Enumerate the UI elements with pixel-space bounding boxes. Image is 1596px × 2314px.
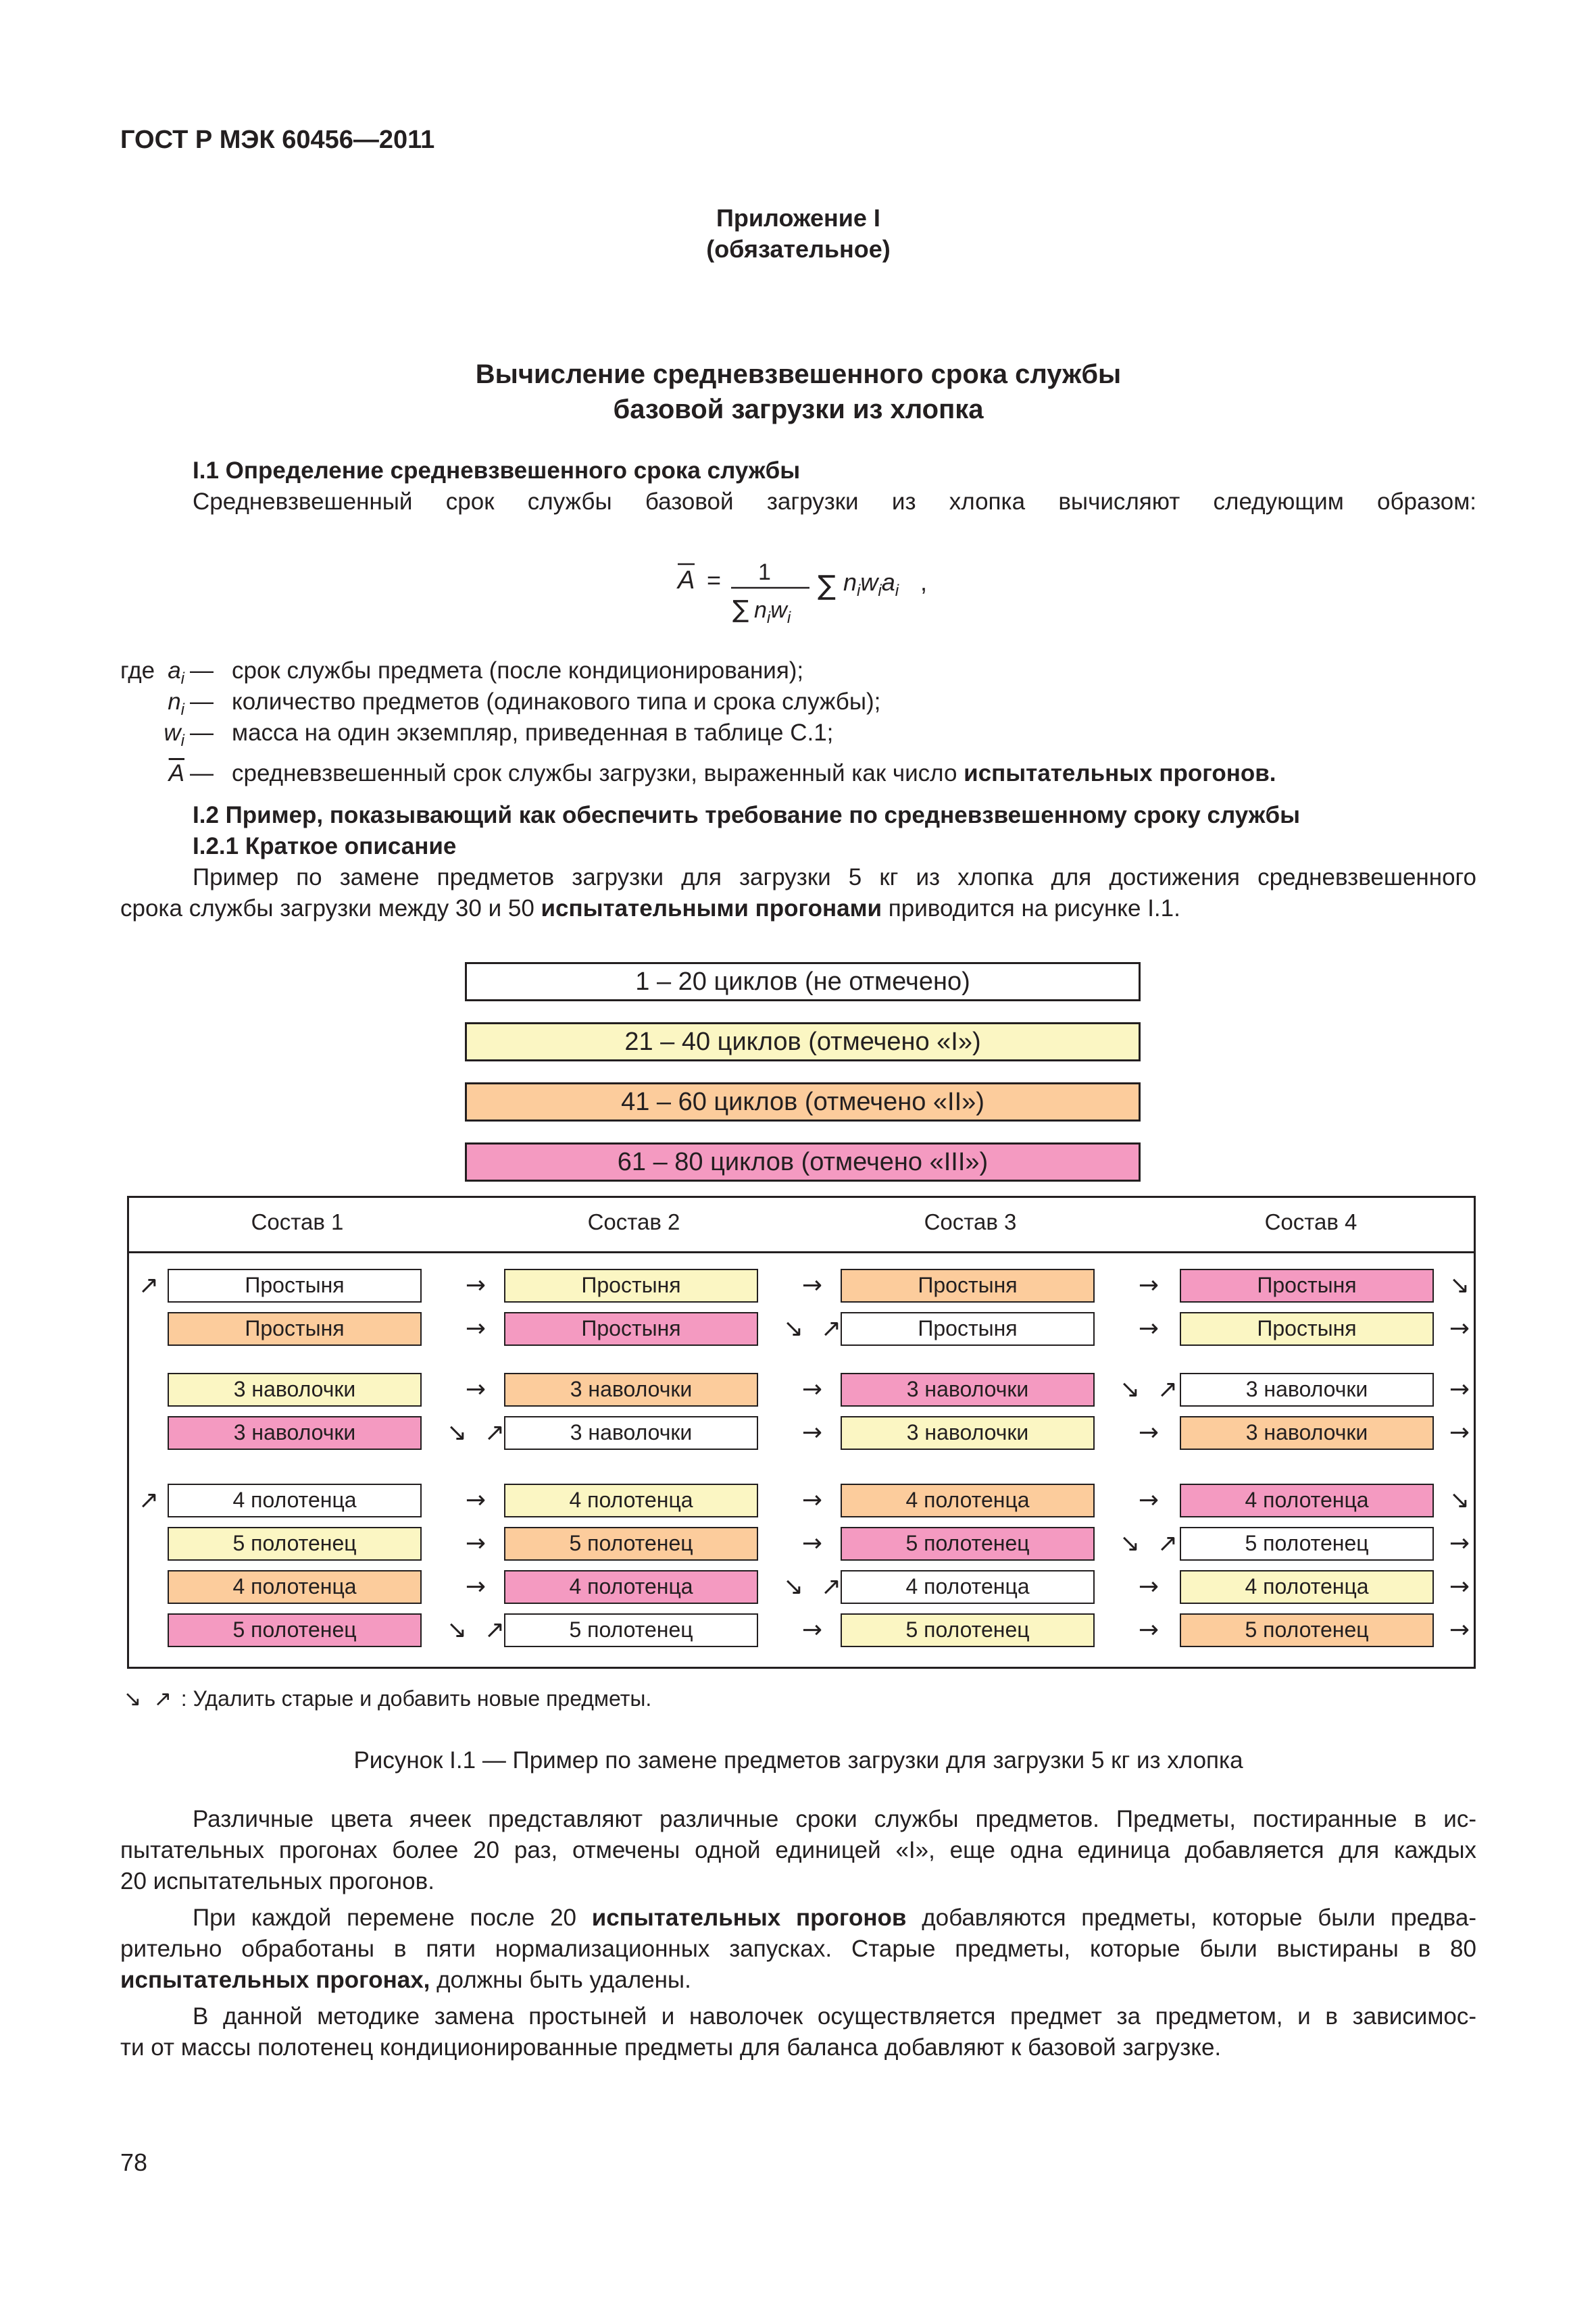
paragraph-colors-l3: 20 испытательных прогонов. <box>120 1868 434 1894</box>
formula-lhs: A <box>678 566 695 595</box>
paragraph-method-l1: В данной методике замена простыней и наволочек осуществляется предмет за предметом, и в зависимос- <box>193 2003 1476 2030</box>
grid-cell: 4 полотенца <box>1180 1484 1434 1517</box>
arrow-right-icon: → <box>465 1573 487 1601</box>
add-arrow-icon: ↗ <box>138 1486 159 1514</box>
grid-cell: 3 наволочки <box>504 1373 758 1407</box>
grid-cell: Простыня <box>1180 1269 1434 1303</box>
remove-arrow-icon: ↘ <box>446 1419 468 1447</box>
grid-cell: 4 полотенца <box>841 1484 1095 1517</box>
grid-cell: 3 наволочки <box>168 1416 422 1450</box>
svg-text:niwiai: $n_iw_ia_i$ <box>843 568 899 600</box>
grid-cell: 3 наволочки <box>1180 1373 1434 1407</box>
legend-item-21-40: 21 – 40 циклов (отмечено «I») <box>465 1022 1141 1061</box>
formula-sum-den: ∑ <box>732 596 749 624</box>
definition-w: масса на один экземпляр, приведенная в таблице С.1; <box>232 720 834 746</box>
column-header-2: Состав 2 <box>587 1209 680 1234</box>
grid-cell: 5 полотенец <box>504 1613 758 1647</box>
arrow-right-icon: → <box>801 1272 823 1299</box>
svg-text:=: = <box>707 566 722 594</box>
grid-cell: Простыня <box>504 1269 758 1303</box>
add-arrow-icon: ↗ <box>1157 1530 1178 1557</box>
grid-cell: 3 наволочки <box>504 1416 758 1450</box>
definition-n: количество предметов (одинакового типа и срока службы); <box>232 688 881 715</box>
arrow-right-icon: → <box>465 1376 487 1403</box>
svg-text:,: , <box>920 568 928 596</box>
grid-cell: 5 полотенец <box>1180 1613 1434 1647</box>
definition-A: средневзвешенный срок службы загрузки, выраженный как число испытательных прогонов. <box>232 760 1276 786</box>
arrow-right-icon: → <box>1138 1616 1159 1644</box>
arrow-right-icon: → <box>1138 1272 1159 1299</box>
add-arrow-icon: ↗ <box>153 1686 172 1711</box>
remove-arrow-icon: ↘ <box>123 1686 142 1711</box>
grid-cell: 4 полотенца <box>841 1570 1095 1604</box>
subsection-heading-1: I.1 Определение средневзвешенного срока службы <box>193 457 801 484</box>
arrow-right-icon: → <box>1449 1530 1470 1557</box>
arrow-right-icon: → <box>1449 1376 1470 1403</box>
paragraph-example-l2: срока службы загрузки между 30 и 50 испытательными прогонами приводится на рисунке I.1. <box>120 895 1180 922</box>
add-arrow-icon: ↗ <box>484 1616 505 1644</box>
add-arrow-icon: ↗ <box>138 1272 159 1299</box>
figure-header-divider <box>127 1251 1476 1253</box>
paragraph-change-l2: рительно обработаны в пяти нормализационных запусках. Старые предметы, которые были выстираны в 80 <box>120 1936 1476 1962</box>
add-arrow-icon: ↗ <box>820 1573 842 1601</box>
grid-cell: Простыня <box>168 1312 422 1346</box>
subsection-heading-2: I.2 Пример, показывающий как обеспечить требование по средневзвешенному сроку службы <box>193 802 1300 828</box>
paragraph-colors-l1: Различные цвета ячеек представляют различные сроки службы предметов. Предметы, постиранные в ис- <box>193 1806 1476 1832</box>
arrow-right-icon: → <box>1449 1616 1470 1644</box>
grid-cell: 5 полотенец <box>504 1527 758 1561</box>
definition-a: срок службы предмета (после кондиционирования); <box>232 657 804 684</box>
grid-cell: 5 полотенец <box>841 1613 1095 1647</box>
arrow-right-icon: → <box>1449 1419 1470 1447</box>
subsection-heading-2-1: I.2.1 Краткое описание <box>193 833 457 859</box>
legend-item-61-80: 61 – 80 циклов (отмечено «III») <box>465 1142 1141 1182</box>
paragraph-intro: Средневзвешенный срок службы базовой загрузки из хлопка вычисляют следующим образом: <box>193 488 1476 515</box>
column-header-3: Состав 3 <box>924 1209 1017 1234</box>
arrow-right-icon: → <box>801 1376 823 1403</box>
arrow-right-icon: → <box>801 1616 823 1644</box>
grid-cell: 4 полотенца <box>168 1570 422 1604</box>
remove-arrow-icon: ↘ <box>1449 1486 1470 1514</box>
grid-cell: 3 наволочки <box>841 1416 1095 1450</box>
svg-text:niwi: $n_iw_i$ <box>754 597 791 627</box>
paragraph-colors-l2: пытательных прогонах более 20 раз, отмечены одной единицей «I», еще одна единица добавляется для каждых <box>120 1837 1476 1863</box>
arrow-right-icon: → <box>465 1486 487 1514</box>
section-title: Вычисление средневзвешенного срока службы базовой загрузки из хлопка <box>475 359 1122 424</box>
grid-cell: Простыня <box>841 1312 1095 1346</box>
grid-cell: 3 наволочки <box>168 1373 422 1407</box>
grid-cell: Простыня <box>504 1312 758 1346</box>
page-number: 78 <box>120 2148 148 2176</box>
arrow-right-icon: → <box>1138 1486 1159 1514</box>
arrow-right-icon: → <box>465 1272 487 1299</box>
grid-cell: Простыня <box>1180 1312 1434 1346</box>
grid-cell: 4 полотенца <box>168 1484 422 1517</box>
figure-note: ↘ ↗ : Удалить старые и добавить новые предметы. <box>120 1685 651 1712</box>
arrow-right-icon: → <box>1138 1573 1159 1601</box>
grid-cell: Простыня <box>168 1269 422 1303</box>
grid-cell: 4 полотенца <box>504 1484 758 1517</box>
arrow-right-icon: → <box>1449 1573 1470 1601</box>
arrow-right-icon: → <box>1138 1315 1159 1342</box>
remove-arrow-icon: ↘ <box>446 1616 468 1644</box>
formula-sum: ∑ <box>818 570 836 601</box>
arrow-right-icon: → <box>465 1315 487 1342</box>
arrow-right-icon: → <box>1138 1419 1159 1447</box>
grid-cell: 3 наволочки <box>1180 1416 1434 1450</box>
remove-arrow-icon: ↘ <box>1119 1530 1141 1557</box>
legend-item-41-60: 41 – 60 циклов (отмечено «II») <box>465 1082 1141 1122</box>
arrow-right-icon: → <box>801 1486 823 1514</box>
arrow-right-icon: → <box>465 1530 487 1557</box>
remove-arrow-icon: ↘ <box>782 1573 804 1601</box>
paragraph-change-l1: При каждой перемене после 20 испытательных прогонов добавляются предметы, которые были предва- <box>193 1905 1476 1931</box>
legend-item-1-20: 1 – 20 циклов (не отмечено) <box>465 962 1141 1001</box>
grid-cell: 5 полотенец <box>168 1527 422 1561</box>
grid-cell: 4 полотенца <box>1180 1570 1434 1604</box>
column-header-4: Состав 4 <box>1264 1209 1357 1234</box>
arrow-right-icon: → <box>801 1530 823 1557</box>
remove-arrow-icon: ↘ <box>782 1315 804 1342</box>
document-header: ГОСТ Р МЭК 60456—2011 <box>120 126 435 154</box>
grid-cell: 5 полотенец <box>168 1613 422 1647</box>
add-arrow-icon: ↗ <box>820 1315 842 1342</box>
paragraph-method-l2: ти от массы полотенец кондиционированные предметы для баланса добавляют к базовой загрузке. <box>120 2034 1222 2061</box>
arrow-right-icon: → <box>801 1419 823 1447</box>
formula-numerator: 1 <box>758 559 771 585</box>
grid-cell: Простыня <box>841 1269 1095 1303</box>
grid-cell: 5 полотенец <box>1180 1527 1434 1561</box>
remove-arrow-icon: ↘ <box>1449 1272 1470 1299</box>
figure-caption: Рисунок I.1 — Пример по замене предметов загрузки для загрузки 5 кг из хлопка <box>353 1747 1243 1774</box>
remove-arrow-icon: ↘ <box>1119 1376 1141 1403</box>
arrow-right-icon: → <box>1449 1315 1470 1342</box>
weighted-life-formula <box>676 559 959 627</box>
paragraph-change-l3: испытательных прогонах, должны быть удалены. <box>120 1967 691 1993</box>
annex-title: Приложение I (обязательное) <box>706 204 891 263</box>
grid-cell: 3 наволочки <box>841 1373 1095 1407</box>
grid-cell: 4 полотенца <box>504 1570 758 1604</box>
grid-cell: 5 полотенец <box>841 1527 1095 1561</box>
column-header-1: Состав 1 <box>251 1209 344 1234</box>
add-arrow-icon: ↗ <box>484 1419 505 1447</box>
paragraph-example-l1: Пример по замене предметов загрузки для загрузки 5 кг из хлопка для достижения средневзвешенного <box>193 864 1476 890</box>
add-arrow-icon: ↗ <box>1157 1376 1178 1403</box>
